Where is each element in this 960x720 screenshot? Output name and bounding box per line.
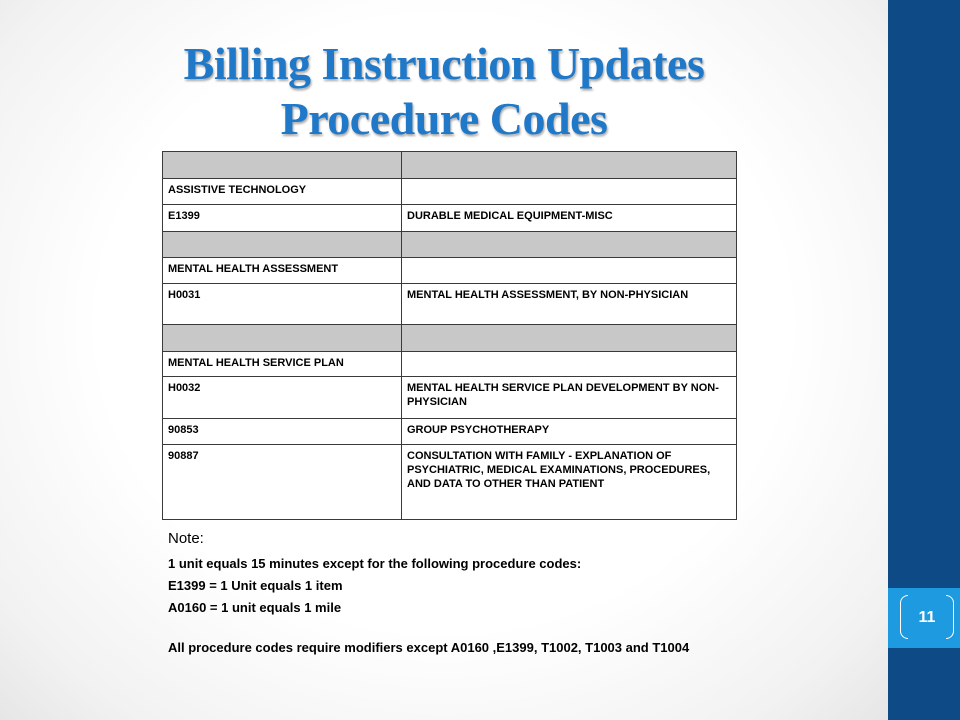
description-cell [402,152,737,179]
table-row-shaded [163,232,737,258]
slide-title-line-1: Billing Instruction Updates [183,38,705,89]
code-cell: MENTAL HEALTH SERVICE PLAN [163,352,402,377]
description-cell [402,232,737,258]
note-heading: Note: [168,530,204,547]
description-cell: MENTAL HEALTH SERVICE PLAN DEVELOPMENT BY NON-PHYSICIAN [402,377,737,419]
table-row [163,258,737,284]
note-line-modifiers: All procedure codes require modifiers except A0160 ,E1399, T1002, T1003 and T1004 [168,640,690,655]
description-cell: GROUP PSYCHOTHERAPY [402,419,737,445]
table-row [163,419,737,445]
billing-notes [168,529,868,659]
procedure-codes-table [162,151,737,520]
note-line-e1399: E1399 = 1 Unit equals 1 item [168,578,343,593]
table-row [163,377,737,419]
code-cell: ASSISTIVE TECHNOLOGY [163,179,402,205]
description-cell [402,179,737,205]
table-row [163,179,737,205]
code-cell [163,152,402,179]
code-cell: H0032 [163,377,402,419]
page-number: 11 [918,609,936,626]
description-cell [402,258,737,284]
code-cell [163,325,402,352]
code-cell: MENTAL HEALTH ASSESSMENT [163,258,402,284]
note-spacer [168,619,868,637]
code-cell: E1399 [163,205,402,232]
code-cell: 90853 [163,419,402,445]
description-cell [402,325,737,352]
description-cell: DURABLE MEDICAL EQUIPMENT-MISC [402,205,737,232]
description-cell: CONSULTATION WITH FAMILY - EXPLANATION OF PSYCHIATRIC, MEDICAL EXAMINATIONS, PROCEDURES, AND DATA TO OTHER THAN PATIENT [402,445,737,520]
table-row [163,205,737,232]
code-cell: 90887 [163,445,402,520]
description-cell: MENTAL HEALTH ASSESSMENT, BY NON-PHYSICIAN [402,284,737,325]
note-line-units: 1 unit equals 15 minutes except for the following procedure codes: [168,556,582,571]
table-row [163,284,737,325]
table-row [163,352,737,377]
slide-title [40,36,848,146]
table-row-shaded [163,325,737,352]
description-cell [402,352,737,377]
code-cell [163,232,402,258]
table-row-shaded [163,152,737,179]
slide-title-line-2: Procedure Codes [280,93,608,144]
note-line-a0160: A0160 = 1 unit equals 1 mile [168,600,342,615]
code-cell: H0031 [163,284,402,325]
table-row [163,445,737,520]
